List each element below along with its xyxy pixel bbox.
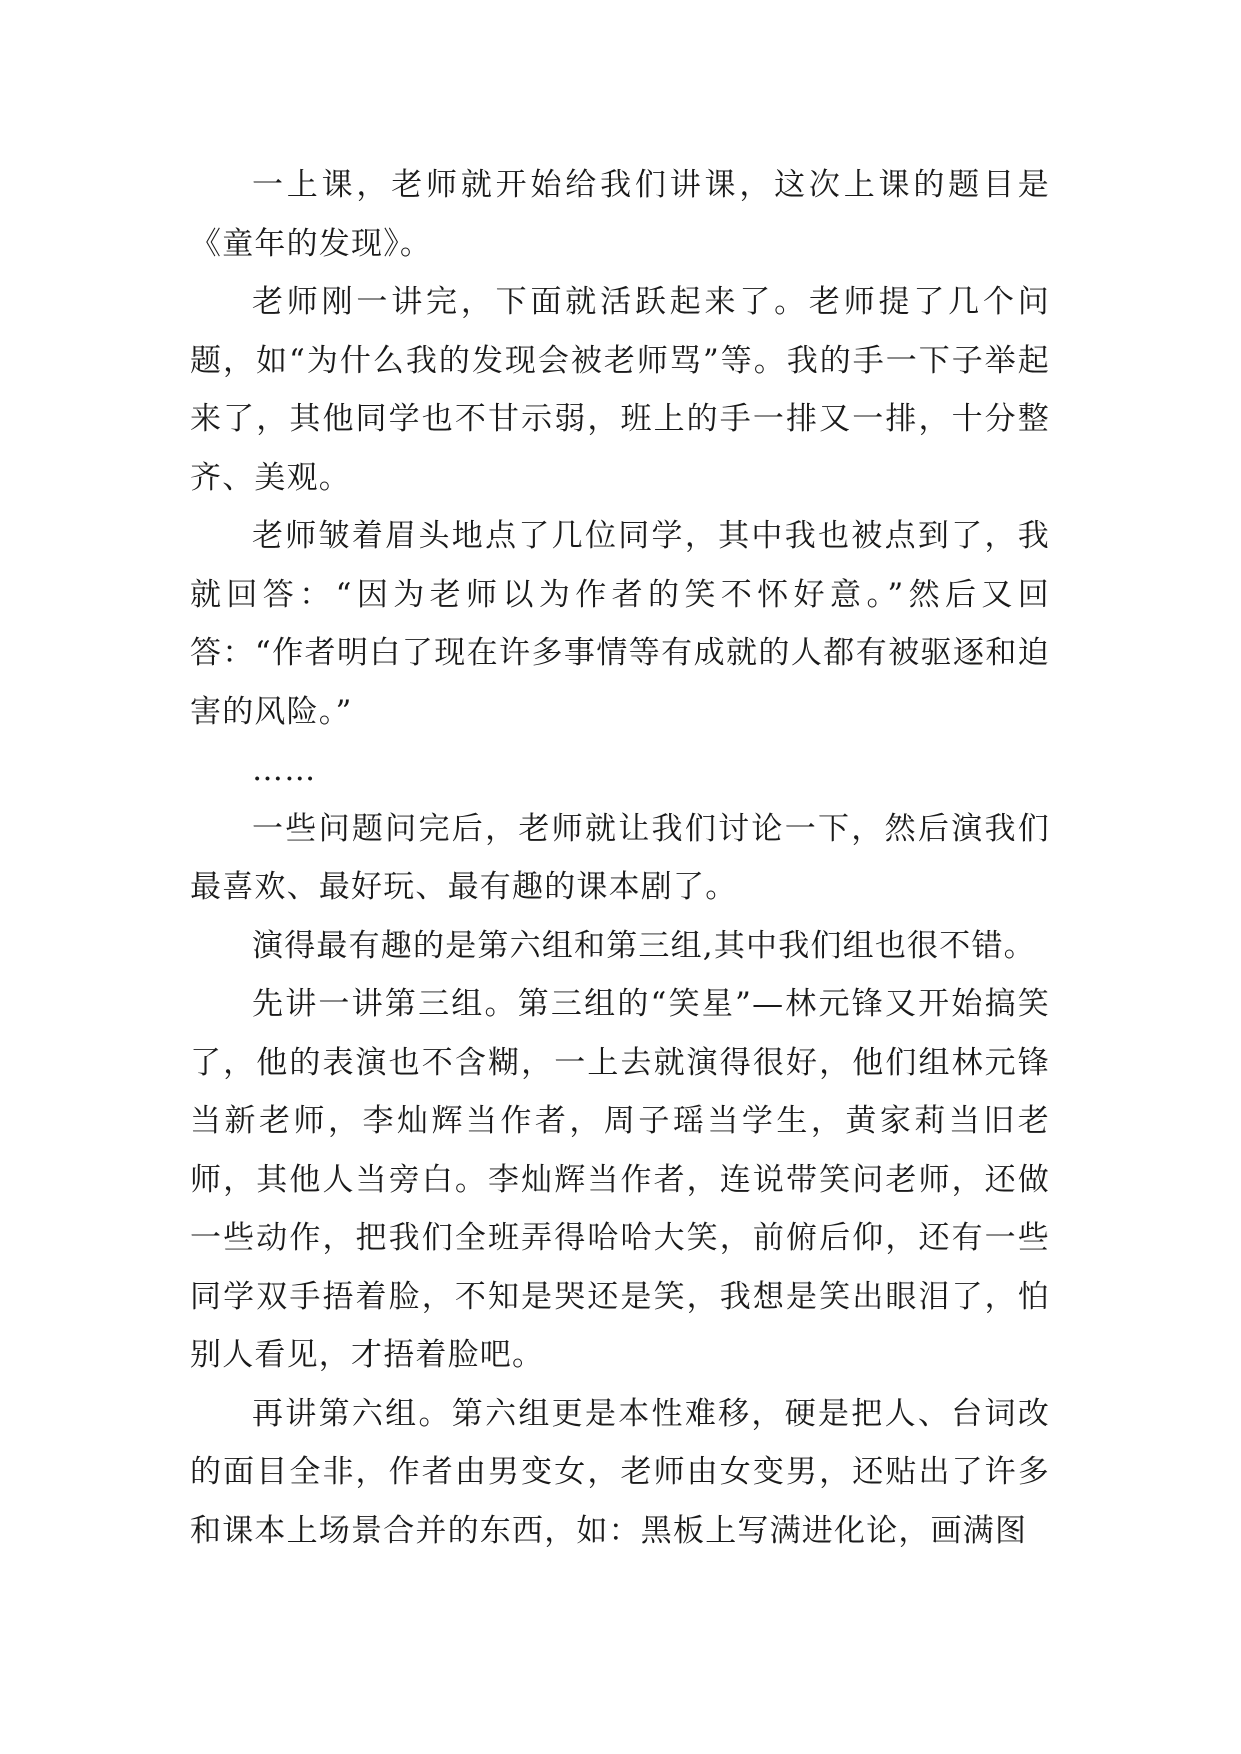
document-body [190, 156, 1050, 1560]
paragraph-7: 先讲一讲第三组。第三组的“笑星”—林元锋又开始搞笑了，他的表演也不含糊，一上去就演得很好，他们组林元锋当新老师，李灿辉当作者，周子瑶当学生，黄家莉当旧老师，其他人当旁白。李灿辉当作者，连说带笑问老师，还做一些动作，把我们全班弄得哈哈大笑，前俯后仰，还有一些同学双手捂着脸，不知是哭还是笑，我想是笑出眼泪了，怕别人看见，才捂着脸吧。 [190, 986, 1050, 1373]
paragraph-1: 一上课，老师就开始给我们讲课，这次上课的题目是《童年的发现》。 [190, 167, 1050, 262]
ellipsis-paragraph: …… [252, 752, 317, 788]
paragraph-5: 一些问题问完后，老师就让我们讨论一下，然后演我们最喜欢、最好玩、最有趣的课本剧了。 [190, 810, 1050, 905]
paragraph-8: 再讲第六组。第六组更是本性难移，硬是把人、台词改的面目全非，作者由男变女，老师由女变男，还贴出了许多和课本上场景合并的东西，如：黑板上写满进化论，画满图 [190, 1395, 1050, 1549]
paragraph-3: 老师皱着眉头地点了几位同学，其中我也被点到了，我就回答：“因为老师以为作者的笑不怀好意。”然后又回答：“作者明白了现在许多事情等有成就的人都有被驱逐和迫害的风险。” [190, 518, 1050, 730]
paragraph-2: 老师刚一讲完，下面就活跃起来了。老师提了几个问题，如“为什么我的发现会被老师骂”等。我的手一下子举起来了，其他同学也不甘示弱，班上的手一排又一排，十分整齐、美观。 [190, 284, 1050, 496]
paragraph-6: 演得最有趣的是第六组和第三组,其中我们组也很不错。 [252, 927, 1036, 964]
